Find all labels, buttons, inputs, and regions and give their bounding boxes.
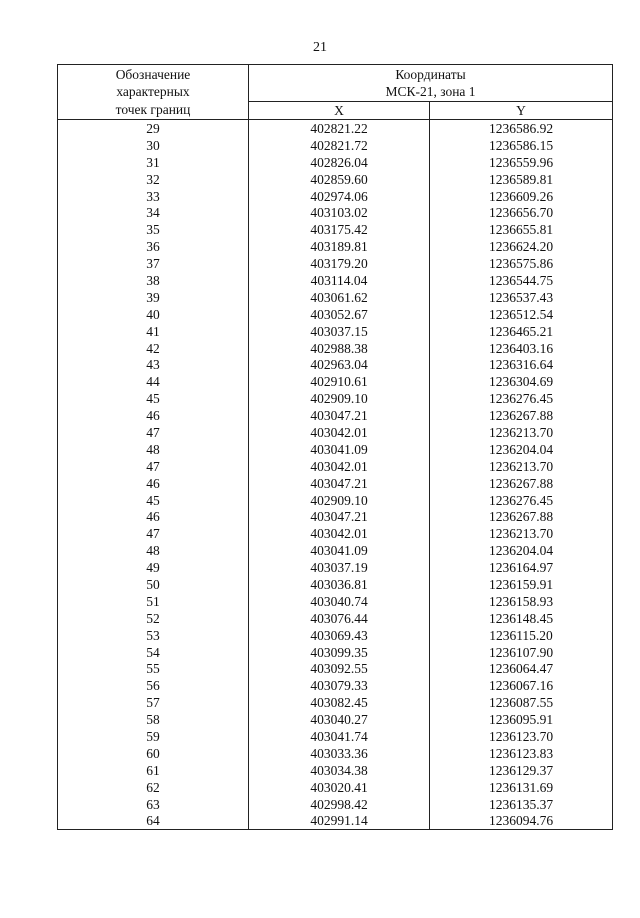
point-number-cell: 57 bbox=[58, 694, 249, 711]
coordinates-header bbox=[249, 65, 613, 102]
x-coordinate-cell: 402998.42 bbox=[249, 796, 430, 813]
table-row bbox=[58, 813, 613, 830]
y-coordinate-cell: 1236164.97 bbox=[488, 560, 554, 576]
y-coordinate-cell: 1236064.47 bbox=[488, 661, 554, 677]
y-coordinate-cell: 1236276.45 bbox=[488, 492, 554, 508]
table-row bbox=[58, 289, 613, 306]
point-number-cell: 47 bbox=[58, 458, 249, 475]
point-number-cell: 64 bbox=[58, 813, 249, 830]
point-number-cell: 41 bbox=[58, 323, 249, 340]
y-coordinate-cell: 1236131.69 bbox=[488, 779, 554, 795]
y-coordinate-cell: 1236586.92 bbox=[488, 120, 554, 136]
table-row bbox=[58, 677, 613, 694]
x-coordinate-cell: 403082.45 bbox=[249, 694, 430, 711]
point-number-cell: 46 bbox=[58, 407, 249, 424]
column-header-x: X bbox=[249, 102, 430, 120]
point-number-cell: 55 bbox=[58, 661, 249, 678]
table-row bbox=[58, 475, 613, 492]
table-row bbox=[58, 576, 613, 593]
y-coordinate-cell: 1236559.96 bbox=[488, 154, 554, 170]
table-row bbox=[58, 272, 613, 289]
point-number-cell: 51 bbox=[58, 593, 249, 610]
y-coordinate-cell: 1236129.37 bbox=[488, 762, 554, 778]
table-header bbox=[58, 65, 613, 120]
x-coordinate-cell: 403099.35 bbox=[249, 644, 430, 661]
point-number-cell: 60 bbox=[58, 745, 249, 762]
table-row bbox=[58, 255, 613, 272]
x-coordinate-cell: 403052.67 bbox=[249, 306, 430, 323]
y-coordinate-cell: 1236544.75 bbox=[488, 272, 554, 288]
x-coordinate-cell: 403041.09 bbox=[249, 441, 430, 458]
coordinates-header-system: МСК-21, зона 1 bbox=[385, 84, 476, 100]
point-number-cell: 48 bbox=[58, 441, 249, 458]
x-coordinate-cell: 402910.61 bbox=[249, 373, 430, 390]
x-coordinate-cell: 403036.81 bbox=[249, 576, 430, 593]
point-number-cell: 42 bbox=[58, 340, 249, 357]
table-row bbox=[58, 492, 613, 509]
coordinates-header-title: Координаты bbox=[395, 67, 466, 83]
table-row bbox=[58, 120, 613, 137]
table-row bbox=[58, 171, 613, 188]
y-coordinate-cell: 1236094.76 bbox=[488, 813, 554, 829]
table-row bbox=[58, 154, 613, 171]
table-row bbox=[58, 542, 613, 559]
x-coordinate-cell: 403034.38 bbox=[249, 762, 430, 779]
y-coordinate-cell: 1236624.20 bbox=[488, 239, 554, 255]
table-row bbox=[58, 610, 613, 627]
point-number-cell: 39 bbox=[58, 289, 249, 306]
x-coordinate-cell: 402859.60 bbox=[249, 171, 430, 188]
point-number-cell: 30 bbox=[58, 137, 249, 154]
table-row bbox=[58, 644, 613, 661]
point-number-cell: 37 bbox=[58, 255, 249, 272]
table-row bbox=[58, 323, 613, 340]
point-number-cell: 54 bbox=[58, 644, 249, 661]
x-coordinate-cell: 403020.41 bbox=[249, 779, 430, 796]
point-number-cell: 58 bbox=[58, 711, 249, 728]
point-number-cell: 29 bbox=[58, 120, 249, 137]
table-row bbox=[58, 340, 613, 357]
x-coordinate-cell: 403040.74 bbox=[249, 593, 430, 610]
x-coordinate-cell: 403037.19 bbox=[249, 559, 430, 576]
y-coordinate-cell: 1236158.93 bbox=[488, 593, 554, 609]
point-number-cell: 33 bbox=[58, 188, 249, 205]
y-coordinate-cell: 1236159.91 bbox=[488, 576, 554, 592]
point-number-cell: 53 bbox=[58, 627, 249, 644]
table-row bbox=[58, 559, 613, 576]
y-coordinate-cell: 1236586.15 bbox=[488, 137, 554, 153]
y-coordinate-cell: 1236537.43 bbox=[488, 289, 554, 305]
y-coordinate-cell: 1236465.21 bbox=[488, 323, 554, 339]
table-row bbox=[58, 694, 613, 711]
table-row bbox=[58, 458, 613, 475]
table-row bbox=[58, 627, 613, 644]
x-coordinate-cell: 403103.02 bbox=[249, 204, 430, 221]
y-coordinate-cell: 1236107.90 bbox=[488, 644, 554, 660]
designation-header-line: характерных bbox=[116, 84, 190, 100]
y-coordinate-cell: 1236575.86 bbox=[488, 256, 554, 272]
y-coordinate-cell: 1236204.04 bbox=[488, 441, 554, 457]
point-number-cell: 52 bbox=[58, 610, 249, 627]
table-row bbox=[58, 356, 613, 373]
point-number-cell: 45 bbox=[58, 390, 249, 407]
designation-header bbox=[58, 65, 249, 120]
x-coordinate-cell: 402991.14 bbox=[249, 813, 430, 830]
point-number-cell: 40 bbox=[58, 306, 249, 323]
x-coordinate-cell: 402988.38 bbox=[249, 340, 430, 357]
x-coordinate-cell: 403037.15 bbox=[249, 323, 430, 340]
point-number-cell: 46 bbox=[58, 475, 249, 492]
x-coordinate-cell: 403047.21 bbox=[249, 407, 430, 424]
point-number-cell: 50 bbox=[58, 576, 249, 593]
y-coordinate-cell: 1236067.16 bbox=[488, 678, 554, 694]
designation-header-line: точек границ bbox=[115, 101, 191, 117]
table-row bbox=[58, 593, 613, 610]
point-number-cell: 49 bbox=[58, 559, 249, 576]
x-coordinate-cell: 403042.01 bbox=[249, 525, 430, 542]
point-number-cell: 62 bbox=[58, 779, 249, 796]
table-row bbox=[58, 661, 613, 678]
y-coordinate-cell: 1236589.81 bbox=[488, 171, 554, 187]
point-number-cell: 47 bbox=[58, 424, 249, 441]
table-row bbox=[58, 441, 613, 458]
y-coordinate-cell: 1236213.70 bbox=[488, 458, 554, 474]
point-number-cell: 43 bbox=[58, 356, 249, 373]
point-number-cell: 35 bbox=[58, 221, 249, 238]
point-number-cell: 61 bbox=[58, 762, 249, 779]
x-coordinate-cell: 403061.62 bbox=[249, 289, 430, 306]
y-coordinate-cell: 1236213.70 bbox=[488, 526, 554, 542]
y-coordinate-cell: 1236267.88 bbox=[488, 509, 554, 525]
x-coordinate-cell: 403047.21 bbox=[249, 508, 430, 525]
table-row bbox=[58, 762, 613, 779]
coordinates-table bbox=[57, 64, 613, 830]
y-coordinate-cell: 1236204.04 bbox=[488, 543, 554, 559]
table-row bbox=[58, 221, 613, 238]
x-coordinate-cell: 403076.44 bbox=[249, 610, 430, 627]
table-row bbox=[58, 525, 613, 542]
point-number-cell: 56 bbox=[58, 677, 249, 694]
y-coordinate-cell: 1236316.64 bbox=[488, 357, 554, 373]
x-coordinate-cell: 402909.10 bbox=[249, 390, 430, 407]
column-header-y: Y bbox=[430, 102, 613, 120]
x-coordinate-cell: 403041.09 bbox=[249, 542, 430, 559]
y-coordinate-cell: 1236123.70 bbox=[488, 729, 554, 744]
x-coordinate-cell: 403042.01 bbox=[249, 458, 430, 475]
x-coordinate-cell: 402821.22 bbox=[249, 120, 430, 137]
point-number-cell: 46 bbox=[58, 508, 249, 525]
table-row bbox=[58, 796, 613, 813]
y-coordinate-cell: 1236267.88 bbox=[488, 408, 554, 424]
table-row bbox=[58, 728, 613, 745]
point-number-cell: 32 bbox=[58, 171, 249, 188]
y-coordinate-cell: 1236276.45 bbox=[488, 391, 554, 407]
y-coordinate-cell: 1236512.54 bbox=[488, 306, 554, 322]
point-number-cell: 59 bbox=[58, 728, 249, 745]
page-number: 21 bbox=[313, 40, 327, 55]
y-coordinate-cell: 1236123.83 bbox=[488, 745, 554, 761]
y-coordinate-cell: 1236095.91 bbox=[488, 712, 554, 728]
y-coordinate-cell: 1236304.69 bbox=[488, 374, 554, 390]
table-row bbox=[58, 745, 613, 762]
table-row bbox=[58, 407, 613, 424]
x-coordinate-cell: 402821.72 bbox=[249, 137, 430, 154]
designation-header-line: Обозначение bbox=[115, 66, 191, 82]
x-coordinate-cell: 402974.06 bbox=[249, 188, 430, 205]
table-body bbox=[58, 120, 613, 830]
point-number-cell: 38 bbox=[58, 272, 249, 289]
point-number-cell: 36 bbox=[58, 238, 249, 255]
x-coordinate-cell: 403079.33 bbox=[249, 677, 430, 694]
y-coordinate-cell: 1236135.37 bbox=[488, 796, 554, 812]
point-number-cell: 34 bbox=[58, 204, 249, 221]
y-coordinate-cell: 1236148.45 bbox=[488, 610, 554, 626]
y-coordinate-cell: 1236403.16 bbox=[488, 340, 554, 356]
y-coordinate-cell: 1236655.81 bbox=[488, 222, 554, 238]
table-row bbox=[58, 711, 613, 728]
x-coordinate-cell: 403114.04 bbox=[249, 272, 430, 289]
table-row bbox=[58, 508, 613, 525]
table-row bbox=[58, 204, 613, 221]
table-row bbox=[58, 779, 613, 796]
x-coordinate-cell: 403175.42 bbox=[249, 221, 430, 238]
y-coordinate-cell: 1236656.70 bbox=[488, 205, 554, 221]
x-coordinate-cell: 403041.74 bbox=[249, 728, 430, 745]
x-coordinate-cell: 403092.55 bbox=[249, 661, 430, 678]
point-number-cell: 47 bbox=[58, 525, 249, 542]
table-row bbox=[58, 424, 613, 441]
y-coordinate-cell: 1236609.26 bbox=[488, 188, 554, 204]
x-coordinate-cell: 402909.10 bbox=[249, 492, 430, 509]
x-coordinate-cell: 402963.04 bbox=[249, 356, 430, 373]
x-coordinate-cell: 403069.43 bbox=[249, 627, 430, 644]
point-number-cell: 44 bbox=[58, 373, 249, 390]
table-row bbox=[58, 306, 613, 323]
point-number-cell: 48 bbox=[58, 542, 249, 559]
y-coordinate-cell: 1236213.70 bbox=[488, 424, 554, 440]
x-coordinate-cell: 403042.01 bbox=[249, 424, 430, 441]
y-coordinate-cell: 1236115.20 bbox=[489, 627, 553, 643]
x-coordinate-cell: 403179.20 bbox=[249, 255, 430, 272]
x-coordinate-cell: 402826.04 bbox=[249, 154, 430, 171]
x-coordinate-cell: 403040.27 bbox=[249, 711, 430, 728]
table-row bbox=[58, 238, 613, 255]
y-coordinate-cell: 1236267.88 bbox=[488, 475, 554, 491]
table-row bbox=[58, 137, 613, 154]
x-coordinate-cell: 403033.36 bbox=[249, 745, 430, 762]
point-number-cell: 63 bbox=[58, 796, 249, 813]
y-coordinate-cell: 1236087.55 bbox=[488, 695, 554, 711]
x-coordinate-cell: 403047.21 bbox=[249, 475, 430, 492]
x-coordinate-cell: 403189.81 bbox=[249, 238, 430, 255]
table-row bbox=[58, 373, 613, 390]
point-number-cell: 45 bbox=[58, 492, 249, 509]
table-row bbox=[58, 390, 613, 407]
point-number-cell: 31 bbox=[58, 154, 249, 171]
table-row bbox=[58, 188, 613, 205]
